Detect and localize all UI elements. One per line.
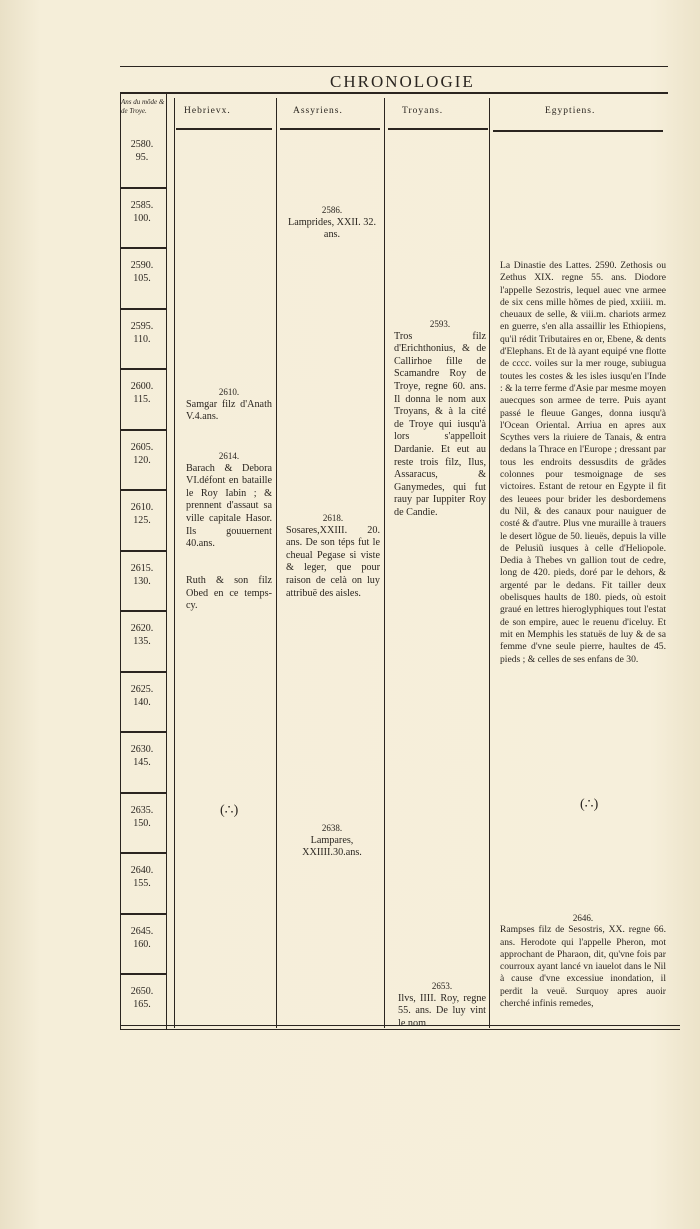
year-separator xyxy=(120,308,167,310)
assyrian-entry-sosares xyxy=(286,512,380,600)
header-egyptian: Egyptiens. xyxy=(545,106,596,116)
year-of-troy: 155. xyxy=(133,878,151,889)
year-of-troy: 165. xyxy=(133,999,151,1010)
egyptian-ornament: (∴) xyxy=(580,797,599,812)
assyrian-header-rule xyxy=(280,128,380,130)
top-rule xyxy=(120,66,668,67)
year-separator xyxy=(120,550,167,552)
year-of-troy: 120. xyxy=(133,454,151,466)
egyptian-entry-text: La Dinastie des Lattes. 2590. Zethosis ou Zethus XIX. regne 55. ans. Diodore l'appelle Sezostris, lequel auec vne armee de six cens mille hõmes de pied, xxiiii. m. cheuaux de selle, & viii.m. chariots armez en guerre, s'en alla assaillir les Ethiopiens, qu'il rédit Tributaires en or, Ebene, & dents d'Elephans. Et de là ayant equipé vne flotte de cccc. voiles sur la mer rouge, subiugua toutes les costes & les isles iusqu'en l'Inde : & la terre ferme d'Asie par mesme moyen auecques son armee de terre. Puis ayant passé le fleuue Ganges, donna iusqu'à l'Ocean Oriental. Arriua en apres aux Scythes vers la riuiere de Tanais, & entra dedans la Thrace en l'Europe ; dressant par tous les endroits dessusdits de grãdes colonnes pour tesmoignage de ses victoires. Estant de retour en Egypte il fit des leuees pour brider les desbordemens du Nil, & des canaux pour nauiguer de costé & d'autre. Plus vne muraille à trauers le desert lõgue de 50. lieuës, depuis la ville de Pelusiũ iusques à celle d'Heliopole. Dedia à Thebes vn gallion tout de cedre, long de 420. pieds, doré par le dehors, & argenté par le dedans. Fit tailler deux obelisques haults de 180. pieds, où estoit graué en lettres hieroglyphiques tout l'estat de son empire, auec le reuenu d'iceluy. Et mit en Memphis les statuës de luy & de sa femme d'vne seule pierre, haultes de 45. pieds ; & celles de ses enfans de 30. xyxy=(500,260,666,665)
year-of-world: 2580. xyxy=(130,139,154,150)
col-rule-4 xyxy=(384,98,385,1028)
year-row xyxy=(120,441,164,467)
trojan-entry-text: Ilvs, IIII. Roy, regne 55. ans. De luy vint le nom xyxy=(398,992,486,1029)
year-separator xyxy=(120,489,167,491)
col-rule-2 xyxy=(174,98,175,1028)
year-row xyxy=(120,199,164,225)
hebrew-entry-text: Barach & Debora VI.défont en bataille le Roy Iabin ; & prennent d'assaut sa ville capitale Hasor. Ils gouuernent 40.ans. xyxy=(186,462,272,550)
year-of-troy: 140. xyxy=(133,696,151,708)
header-assyrian: Assyriens. xyxy=(293,106,343,116)
hebrew-entry-text: Samgar filz d'Anath V.4.ans. xyxy=(186,398,272,423)
year-row xyxy=(120,380,164,406)
year-of-troy: 160. xyxy=(133,938,151,950)
year-of-world: 2605. xyxy=(130,441,154,453)
title-rule xyxy=(120,92,668,94)
year-of-troy: 105. xyxy=(133,273,151,284)
years-header: Ans du mõde & de Troye. xyxy=(121,98,165,115)
assyrian-entry-text: Sosares,XXIII. 20. ans. De son téps fut le cheual Pegase si viste & leger, que pour raison de celà on luy attribuë des aisles. xyxy=(286,524,380,599)
assyrian-entry-lamprides xyxy=(284,204,380,242)
year-of-troy: 115. xyxy=(133,394,151,405)
year-of-troy: 125. xyxy=(133,515,151,526)
year-of-world: 2585. xyxy=(130,199,154,211)
year-of-world: 2625. xyxy=(130,683,154,695)
year-row xyxy=(120,743,164,769)
year-of-world: 2635. xyxy=(130,804,154,816)
year-separator xyxy=(120,610,167,612)
assyrian-entry-year: 2618. xyxy=(322,513,344,523)
year-row xyxy=(120,925,164,951)
col-rule-3 xyxy=(276,98,277,1028)
year-of-troy: 100. xyxy=(133,212,151,224)
year-row xyxy=(120,562,164,588)
egyptian-entry-zethosis xyxy=(500,260,666,666)
year-separator xyxy=(120,187,167,189)
year-separator xyxy=(120,792,167,794)
year-separator xyxy=(120,731,167,733)
year-row xyxy=(120,138,164,164)
assyrian-entry-lampares xyxy=(284,822,380,860)
assyrian-entry-text: Lampares, XXIIII.30.ans. xyxy=(302,834,362,859)
year-of-world: 2650. xyxy=(130,986,154,997)
trojan-entry-year: 2593. xyxy=(429,319,451,329)
hebrew-entry-ruth xyxy=(186,575,272,613)
trojan-entry-tros xyxy=(394,318,486,520)
year-row xyxy=(120,985,164,1011)
header-hebrew: Hebrievx. xyxy=(184,106,231,116)
hebrew-entry-text: Ruth & son filz Obed en ce temps-cy. xyxy=(186,575,272,612)
year-of-world: 2645. xyxy=(130,925,154,937)
year-of-world: 2610. xyxy=(130,502,154,513)
hebrew-entry-year: 2614. xyxy=(218,451,240,461)
trojan-entry-ilus xyxy=(398,980,486,1030)
trojan-entry-year: 2653. xyxy=(431,981,453,991)
hebrew-entry-samgar xyxy=(186,386,272,424)
year-separator xyxy=(120,368,167,370)
year-row xyxy=(120,864,164,890)
assyrian-entry-year: 2586. xyxy=(321,205,343,215)
year-row xyxy=(120,501,164,527)
trojan-entry-text: Tros filz d'Erichthonius, & de Callirhoe fille de Scamandre Roy de Troye, regne 60. ans. Il donna le nom aux Troyans, & à la cité de Troye qui iusqu'à lors s'appelloit Dardanie. Et eut au reste trois filz, Ilus, Assaracus, & Ganymedes, qui fut rauy par Iuppiter Roy de Candie. xyxy=(394,330,486,518)
egyptian-entry-year: 2646. xyxy=(572,913,594,923)
hebrew-ornament: (∴) xyxy=(220,803,239,818)
year-of-troy: 110. xyxy=(133,333,151,345)
year-row xyxy=(120,259,164,285)
year-separator xyxy=(120,429,167,431)
trojan-header-rule xyxy=(388,128,488,130)
year-of-troy: 95. xyxy=(135,152,149,163)
hebrew-header-rule xyxy=(176,128,272,130)
hebrew-entry-barach xyxy=(186,450,272,551)
year-of-world: 2630. xyxy=(130,744,154,755)
year-of-world: 2615. xyxy=(130,562,154,574)
egyptian-entry-rampses xyxy=(500,912,666,1010)
year-of-world: 2620. xyxy=(130,623,154,634)
running-title: CHRONOLOGIE xyxy=(330,72,475,91)
col-rule-5 xyxy=(489,98,490,1028)
year-row xyxy=(120,804,164,830)
egyptian-entry-text: Rampses filz de Sesostris, XX. regne 66. ans. Herodote qui l'appelle Pheron, mot approchant de Pharaon, dit, qu'vne fois par courroux ayant lancé vn iauelot dans le Nil à cause d'vne excessiue inondation, il perdit la veuë. Surquoy apres auoir cherché infinis remedes, xyxy=(500,924,666,1010)
year-of-troy: 130. xyxy=(133,575,151,587)
year-of-troy: 145. xyxy=(133,757,151,768)
year-of-troy: 150. xyxy=(133,817,151,829)
year-separator xyxy=(120,852,167,854)
year-row xyxy=(120,683,164,709)
year-of-world: 2590. xyxy=(130,260,154,271)
hebrew-entry-year: 2610. xyxy=(218,387,240,397)
egyptian-header-rule xyxy=(493,130,663,132)
year-separator xyxy=(120,973,167,975)
year-of-world: 2595. xyxy=(130,320,154,332)
year-row xyxy=(120,622,164,648)
year-separator xyxy=(120,913,167,915)
assyrian-entry-year: 2638. xyxy=(321,823,343,833)
col-rule-1 xyxy=(166,94,167,1029)
year-of-world: 2600. xyxy=(130,381,154,392)
year-separator xyxy=(120,247,167,249)
assyrian-entry-text: Lamprides, XXII. 32. ans. xyxy=(288,216,376,241)
year-separator xyxy=(120,671,167,673)
header-trojan: Troyans. xyxy=(402,106,444,116)
year-of-troy: 135. xyxy=(133,636,151,647)
year-row xyxy=(120,320,164,346)
year-of-world: 2640. xyxy=(130,865,154,876)
